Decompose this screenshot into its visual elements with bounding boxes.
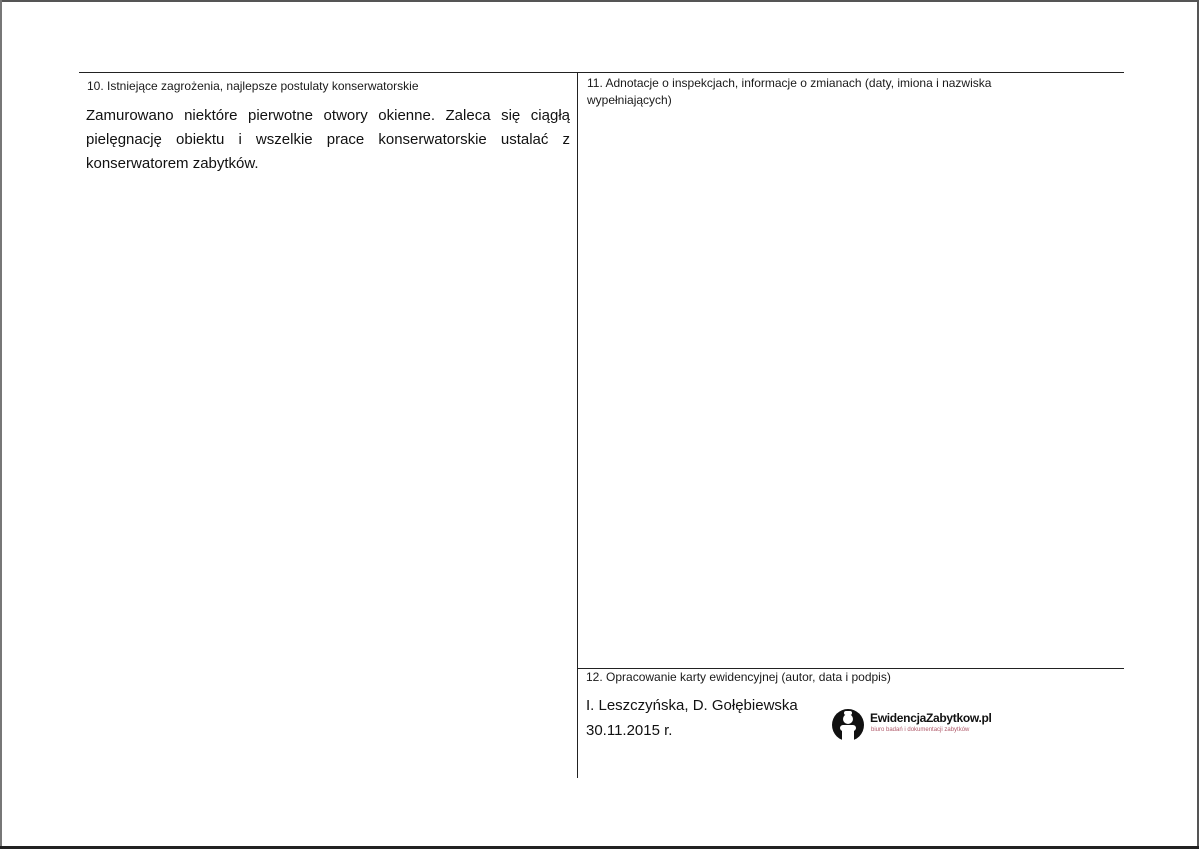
scan-edge-left <box>0 0 2 849</box>
bust-silhouette-icon <box>830 705 866 743</box>
section11-label: 11. Adnotacje o inspekcjach, informacje o zmianach (daty, imiona i nazwiska wypełniających) <box>587 76 992 107</box>
column-divider <box>577 72 578 778</box>
section10-label: 10. Istniejące zagrożenia, najlepsze postulaty konserwatorskie <box>87 79 419 93</box>
scan-edge-top <box>0 0 1199 2</box>
section10-text: Zamurowano niektóre pierwotne otwory okienne. Zaleca się ciągłą pielęgnację obiektu i wszelkie prace konserwatorskie ustalać z konserwatorem zabytków. <box>86 107 570 172</box>
section12-authors: I. Leszczyńska, D. Gołębiewska <box>586 697 798 714</box>
section12-label: 12. Opracowanie karty ewidencyjnej (autor, data i podpis) <box>586 670 891 684</box>
logo-tagline: biuro badań i dokumentacji zabytków <box>871 727 970 733</box>
logo-name: EwidencjaZabytkow.pl <box>870 711 992 725</box>
ewidencja-logo <box>830 705 1000 745</box>
top-rule <box>79 72 1124 73</box>
section12-date: 30.11.2015 r. <box>586 722 673 739</box>
